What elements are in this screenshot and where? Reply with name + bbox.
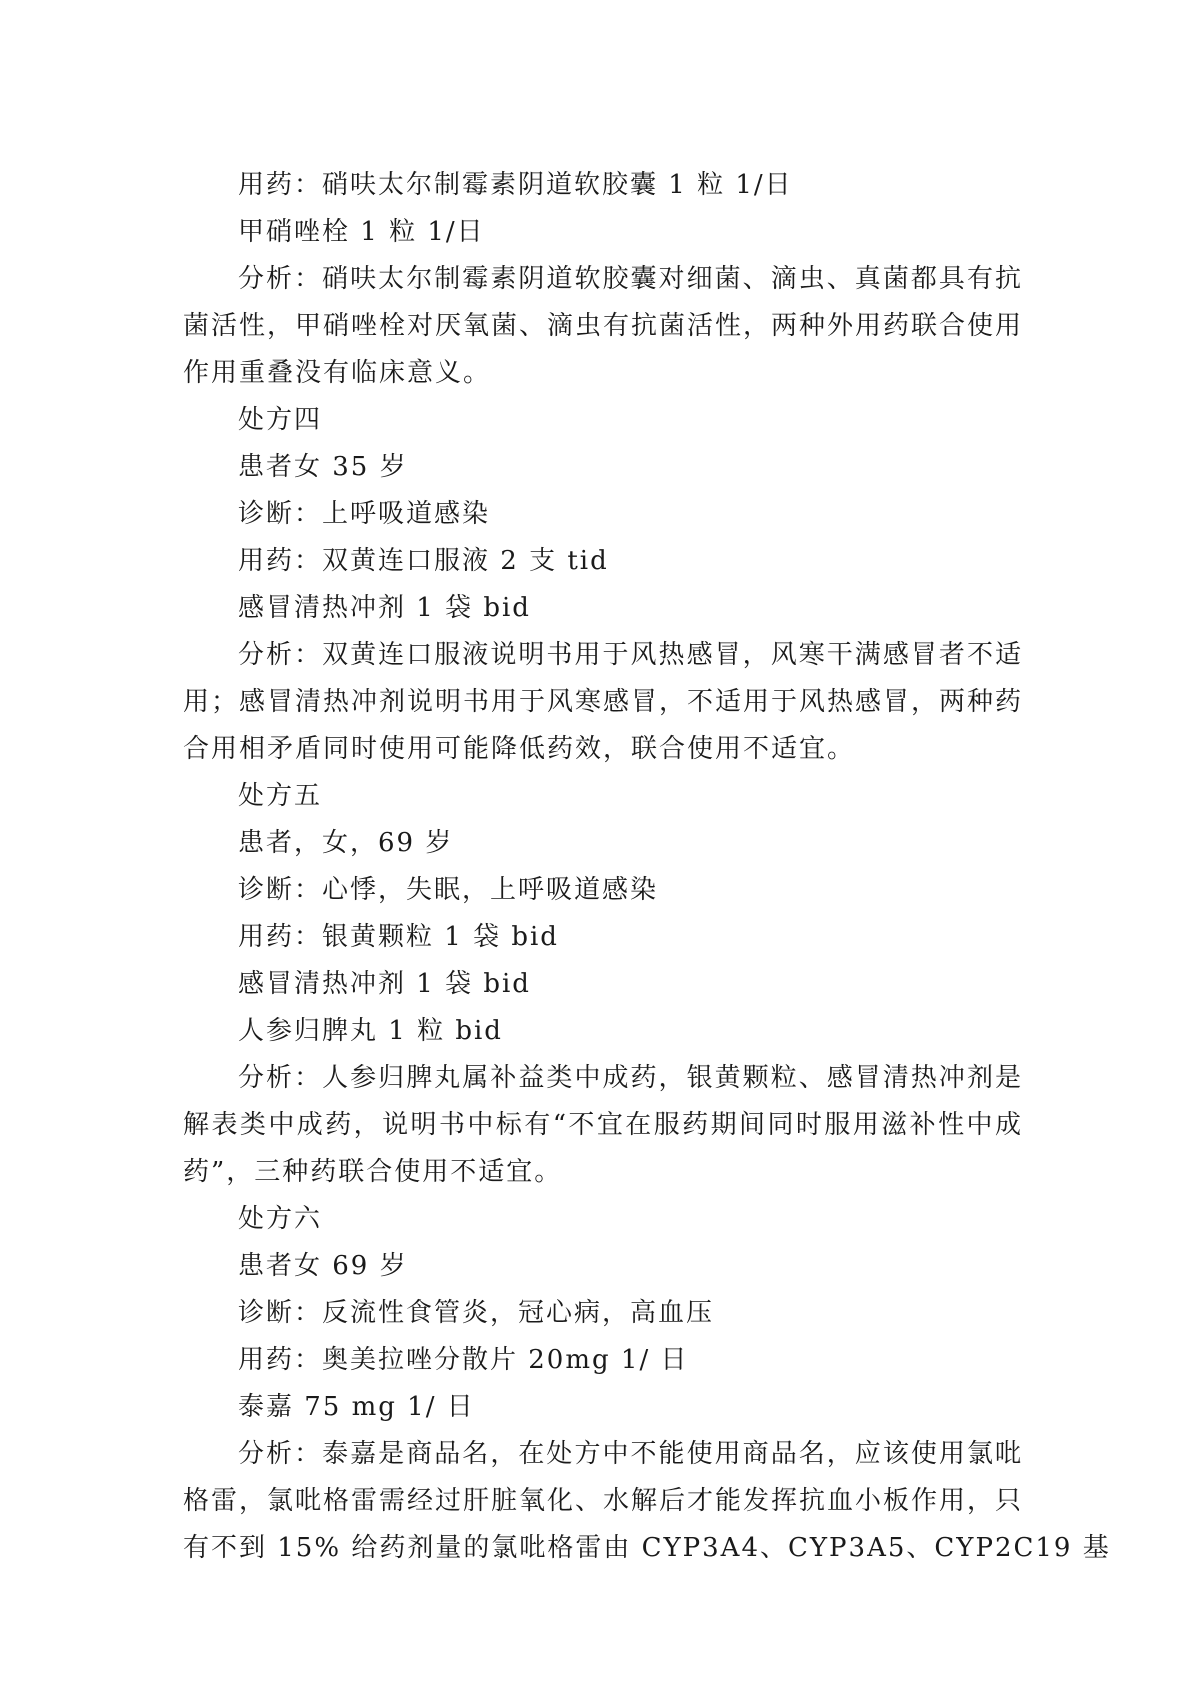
text-line: 用药：双黄连口服液 2 支 tid [238, 546, 609, 576]
text-line: 诊断：心悸，失眠，上呼吸道感染 [238, 875, 659, 905]
text-line: 感冒清热冲剂 1 袋 bid [238, 593, 531, 623]
text-line: 解表类中成药，说明书中标有“不宜在服药期间同时服用滋补性中成 [183, 1110, 1023, 1140]
text-line: 人参归脾丸 1 粒 bid [238, 1016, 503, 1046]
text-line: 用药：银黄颗粒 1 袋 bid [238, 922, 559, 952]
text-line: 用药：硝呋太尔制霉素阴道软胶囊 1 粒 1/日 [238, 170, 793, 200]
text-line: 分析：双黄连口服液说明书用于风热感冒，风寒干满感冒者不适 [238, 640, 1023, 670]
text-line: 格雷，氯吡格雷需经过肝脏氧化、水解后才能发挥抗血小板作用，只 [183, 1486, 1024, 1516]
text-line: 药”，三种药联合使用不适宜。 [183, 1157, 563, 1187]
text-line: 用药：奥美拉唑分散片 20mg 1/ 日 [238, 1345, 689, 1375]
text-line: 患者，女，69 岁 [238, 828, 454, 858]
text-line: 菌活性，甲硝唑栓对厌氧菌、滴虫有抗菌活性，两种外用药联合使用 [183, 311, 1024, 341]
text-line: 分析：泰嘉是商品名，在处方中不能使用商品名，应该使用氯吡 [238, 1439, 1023, 1469]
text-line: 诊断：反流性食管炎，冠心病，高血压 [238, 1298, 715, 1328]
text-line: 患者女 69 岁 [238, 1251, 408, 1281]
text-line: 有不到 15% 给药剂量的氯吡格雷由 CYP3A4、CYP3A5、CYP2C19 基 [183, 1533, 1111, 1563]
text-line: 用；感冒清热冲剂说明书用于风寒感冒，不适用于风热感冒，两种药 [183, 687, 1024, 717]
text-line: 分析：人参归脾丸属补益类中成药，银黄颗粒、感冒清热冲剂是 [238, 1063, 1023, 1093]
text-line: 泰嘉 75 mg 1/ 日 [238, 1392, 475, 1422]
text-line: 诊断：上呼吸道感染 [238, 499, 491, 529]
text-line: 作用重叠没有临床意义。 [183, 358, 492, 388]
text-line: 甲硝唑栓 1 粒 1/日 [238, 217, 485, 247]
text-line: 患者女 35 岁 [238, 452, 408, 482]
section-heading: 处方五 [238, 781, 323, 811]
section-heading: 处方四 [238, 405, 323, 435]
section-heading: 处方六 [238, 1204, 323, 1234]
text-line: 感冒清热冲剂 1 袋 bid [238, 969, 531, 999]
text-line: 合用相矛盾同时使用可能降低药效，联合使用不适宜。 [183, 734, 856, 764]
text-line: 分析：硝呋太尔制霉素阴道软胶囊对细菌、滴虫、真菌都具有抗 [238, 264, 1023, 294]
